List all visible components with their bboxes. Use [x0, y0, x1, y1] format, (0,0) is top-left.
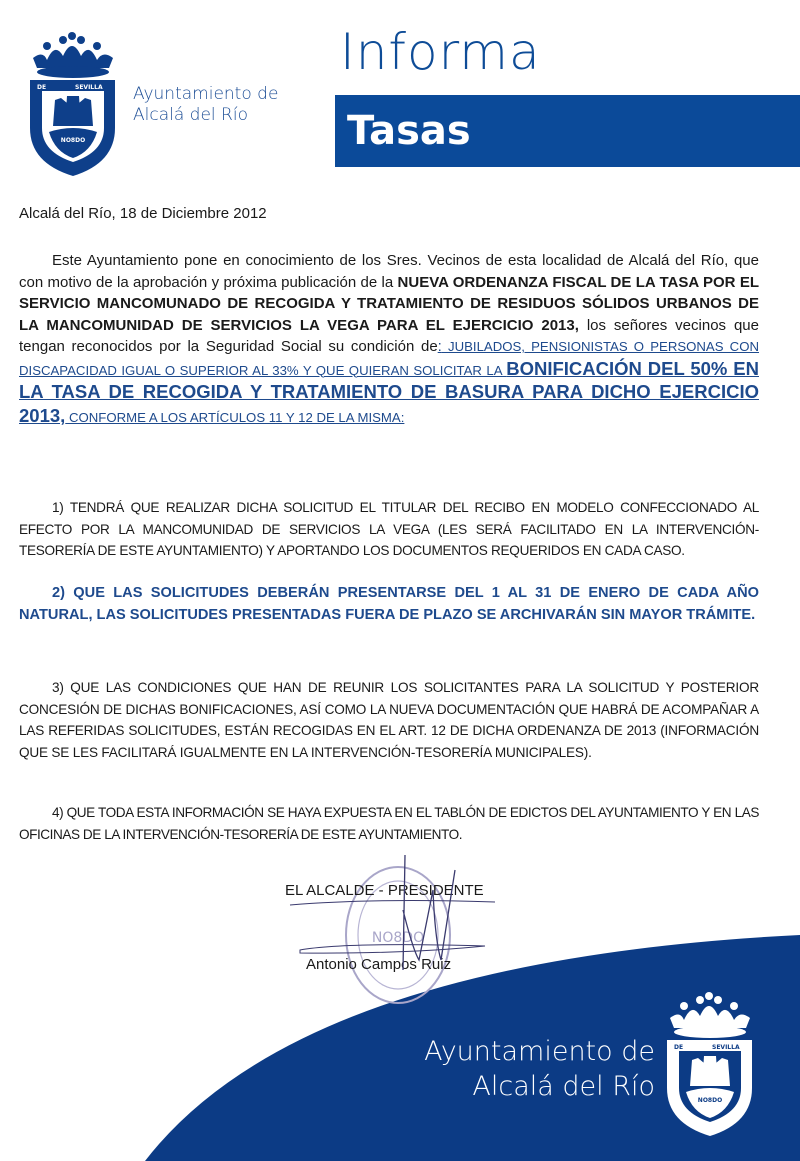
- list-item-3: 3) QUE LAS CONDICIONES QUE HAN DE REUNIR LOS SOLICITANTES PARA LA SOLICITUD Y POSTERIOR CONCESIÓN DE DICHAS BONIFICACIONES, ASÍ COMO LA NUEVA DOCUMENTACIÓN QUE HABRÁ DE ACOMPAÑAR A LAS REFERIDAS SOLICITUDES, ESTÁN RECOGIDAS EN EL ART. 12 DE DICHA ORDENANZA DE 2013 (INFORMACIÓN QUE SE LES FACILITARÁ IGUALMENTE EN LA INTERVENCIÓN-TESORERÍA MUNICIPALES).: [19, 680, 759, 760]
- svg-text:DE: DE: [674, 1044, 684, 1051]
- intro-text-1: Este Ayuntamiento pone en conocimiento de los Sres. Vecinos de esta localidad de Alcalá del Río, que con motivo de la aprobación y próxima publicación de la: [19, 252, 759, 291]
- footer-org-name: [424, 1034, 655, 1104]
- list-item-4: 4) QUE TODA ESTA INFORMACIÓN SE HAYA EXPUESTA EN EL TABLÓN DE EDICTOS DEL AYUNTAMIENTO Y EN LAS OFICINAS DE LA INTERVENCIÓN-TESORERÍA DE ESTE AYUNTAMIENTO.: [19, 805, 759, 842]
- informa-title: Informa: [340, 23, 541, 81]
- articles-reference: CONFORME A LOS ARTÍCULOS 11 Y 12 DE LA MISMA:: [65, 409, 405, 425]
- ordinance-title: NUEVA ORDENANZA FISCAL DE LA TASA POR EL SERVICIO MANCOMUNADO DE RECOGIDA Y TRATAMIENTO DE RESIDUOS SÓLIDOS URBANOS DE LA MANCOMUNIDAD DE SERVICIOS LA VEGA PARA EL EJERCICIO 2013,: [19, 273, 759, 334]
- coat-of-arms-logo: [25, 28, 120, 178]
- svg-text:NO8DO: NO8DO: [60, 137, 86, 144]
- tasas-label: Tasas: [347, 108, 471, 154]
- tasas-banner: [335, 95, 800, 167]
- handwritten-signature: [285, 850, 505, 990]
- crown-icon: [670, 992, 750, 1038]
- coat-of-arms-logo-footer: [662, 988, 757, 1138]
- footer-org-line1: Ayuntamiento de: [424, 1036, 655, 1067]
- header-org-line2: Alcalá del Río: [133, 105, 248, 125]
- intro-paragraph: [19, 250, 759, 428]
- crown-icon: [33, 32, 113, 78]
- signatory-title: EL ALCALDE - PRESIDENTE: [285, 882, 484, 899]
- list-item-2: 2) QUE LAS SOLICITUDES DEBERÁN PRESENTARSE DEL 1 AL 31 DE ENERO DE CADA AÑO NATURAL, LAS SOLICITUDES PRESENTADAS FUERA DE PLAZO SE ARCHIVARÁN SIN MAYOR TRÁMITE.: [19, 585, 759, 623]
- shield-icon: [30, 80, 115, 176]
- header-org-line1: Ayuntamiento de: [133, 84, 279, 104]
- header-org-name: [133, 84, 278, 126]
- signatory-name: Antonio Campos Ruiz: [306, 956, 452, 973]
- beneficiaries-text: JUBILADOS, PENSIONISTAS O PERSONAS CON DISCAPACIDAD IGUAL O SUPERIOR AL 33% Y QUE QUIERAN SOLICITAR LA: [19, 339, 759, 378]
- svg-text:NO8DO: NO8DO: [697, 1097, 723, 1104]
- shield-icon: [667, 1040, 752, 1136]
- svg-text:SEVILLA: SEVILLA: [712, 1044, 740, 1051]
- svg-text:NO8DO: NO8DO: [371, 930, 425, 946]
- svg-text:DE: DE: [37, 84, 47, 91]
- footer-org-line2: Alcalá del Río: [472, 1071, 655, 1102]
- list-item-1: 1) TENDRÁ QUE REALIZAR DICHA SOLICITUD EL TITULAR DEL RECIBO EN MODELO CONFECCIONADO AL EFECTO POR LA MANCOMUNIDAD DE SERVICIOS LA VEGA (LES SERÁ FACILITADO EN LA INTERVENCIÓN-TESORERÍA DE ESTE AYUNTAMIENTO) Y APORTANDO LOS DOCUMENTOS REQUERIDOS EN CADA CASO.: [19, 500, 759, 558]
- svg-text:SEVILLA: SEVILLA: [75, 84, 103, 91]
- intro-colon: :: [437, 338, 442, 355]
- bonus-highlight: BONIFICACIÓN DEL 50% EN LA TASA DE RECOGIDA Y TRATAMIENTO DE BASURA PARA DICHO EJERCICIO 2013,: [19, 357, 759, 426]
- document-date: Alcalá del Río, 18 de Diciembre 2012: [19, 205, 267, 222]
- intro-text-2: los señores vecinos que tengan reconocidos por la Seguridad Social su condición de: [19, 316, 759, 355]
